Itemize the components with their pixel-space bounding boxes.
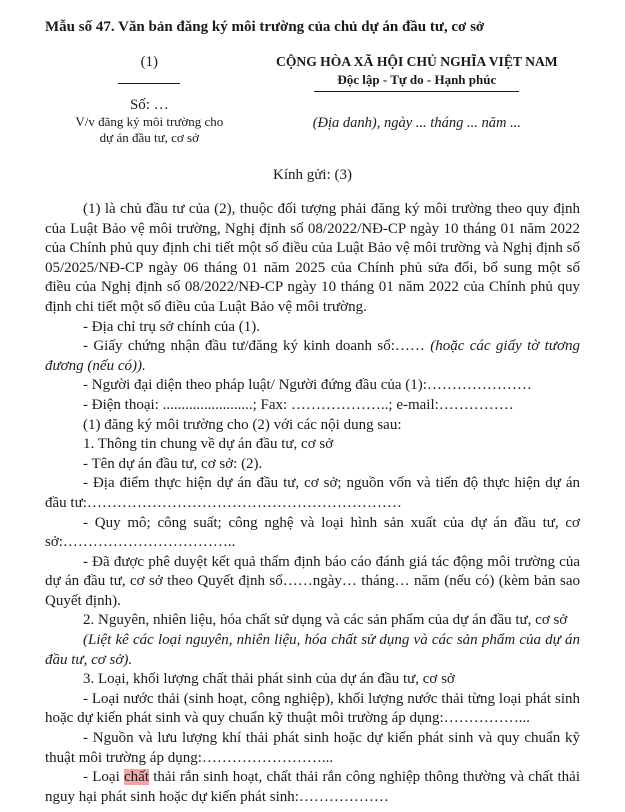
section-1-heading: 1. Thông tin chung về dự án đầu tư, cơ sở <box>83 436 334 453</box>
representative-line: - Người đại diện theo pháp luật/ Người đứng đầu của (1):………………… <box>83 377 532 394</box>
sender-block <box>45 54 254 146</box>
national-motto: Độc lập - Tự do - Hạnh phúc <box>337 72 497 87</box>
scale-line: - Quy mô; công suất; công nghệ và loại hình sản xuất của dự án đầu tư, cơ sở:…………………………….. <box>45 514 580 551</box>
registration-statement: (1) đăng ký môi trường cho (2) với các nội dung sau: <box>83 416 402 433</box>
emission-line: - Nguồn và lưu lượng khí thải phát sinh hoặc dự kiến phát sinh và quy chuẩn kỹ thuật môi trường áp dụng:……………………... <box>45 730 580 766</box>
date-place-line: (Địa danh), ngày ... tháng ... năm ... <box>312 115 521 131</box>
salutation: Kính gửi: (3) <box>273 167 352 183</box>
partial-last-line: - Loại chất thải rắn sinh hoạt, chất thải rắn công nghiệp thông thường và chất thải nguy hại phát sinh hoặc dự kiến phát sinh:……………… <box>45 769 581 805</box>
project-name-line: - Tên dự án đầu tư, cơ sở: (2). <box>83 455 263 472</box>
motto-divider <box>314 91 519 92</box>
form-title: Mẫu số 47. Văn bản đăng ký môi trường của chủ dự án đầu tư, cơ sở <box>45 19 485 35</box>
address-line: - Địa chỉ trụ sở chính của (1). <box>83 318 261 335</box>
national-header-block <box>254 54 580 146</box>
location-line: - Địa điểm thực hiện dự án đầu tư, cơ sở; nguồn vốn và tiến độ thực hiện dự án đầu tư:……………………………………………………… <box>45 475 580 511</box>
document-subject-line2: dự án đầu tư, cơ sở <box>99 130 199 145</box>
sender-org-placeholder: (1) <box>140 54 159 70</box>
contact-line: - Điện thoại: ........................; Fax: ………………..; e-mail:…………… <box>83 396 514 413</box>
section-2-note: (Liệt kê các loại nguyên, nhiên liệu, hóa chất sử dụng và các sản phẩm của dự án đầu tư, cơ sở). <box>45 632 580 668</box>
wastewater-line: - Loại nước thải (sinh hoạt, công nghiệp), khối lượng nước thải từng loại phát sinh hoặc dự kiến phát sinh và quy chuẩn kỹ thuật môi trường áp dụng:……………... <box>45 690 580 727</box>
national-title: CỘNG HÒA XÃ HỘI CHỦ NGHĨA VIỆT NAM <box>276 54 558 69</box>
document-subject-line1: V/v đăng ký môi trường cho <box>75 114 224 129</box>
intro-paragraph: (1) là chủ đầu tư của (2), thuộc đối tượng phải đăng ký môi trường theo quy định của Luật Bảo vệ môi trường, Nghị định số 08/2022/NĐ-CP ngày 10 tháng 01 năm 2022 của Chính phủ quy định chi tiết một số điều của Luật Bảo vệ môi trường và Nghị định số 05/2025/NĐ-CP ngày 06 tháng 01 năm 2025 của Chính phủ sửa đổi, bổ sung một số điều của Nghị định số 08/2022/NĐ-CP ngày 10 tháng 01 năm 2022 của Chính phủ quy định chi tiết một số điều của Luật Bảo vệ môi trường. <box>45 201 580 315</box>
business-license-line: - Giấy chứng nhận đầu tư/đăng ký kinh doanh số:…… (hoặc các giấy tờ tương đương (nếu có)). <box>45 338 580 374</box>
section-2-heading: 2. Nguyên, nhiên liệu, hóa chất sử dụng và các sản phẩm của dự án đầu tư, cơ sở <box>83 612 568 629</box>
document-header <box>45 54 580 146</box>
eia-approval-line: - Đã được phê duyệt kết quả thẩm định báo cáo đánh giá tác động môi trường của dự án đầu tư, cơ sở theo Quyết định số……ngày… tháng… năm (nếu có) (kèm bản sao Quyết định). <box>45 553 580 609</box>
document-number: Số: … <box>129 97 169 113</box>
section-3-heading: 3. Loại, khối lượng chất thải phát sinh của dự án đầu tư, cơ sở <box>83 671 455 688</box>
sender-divider <box>118 83 180 84</box>
document-body <box>45 200 580 807</box>
